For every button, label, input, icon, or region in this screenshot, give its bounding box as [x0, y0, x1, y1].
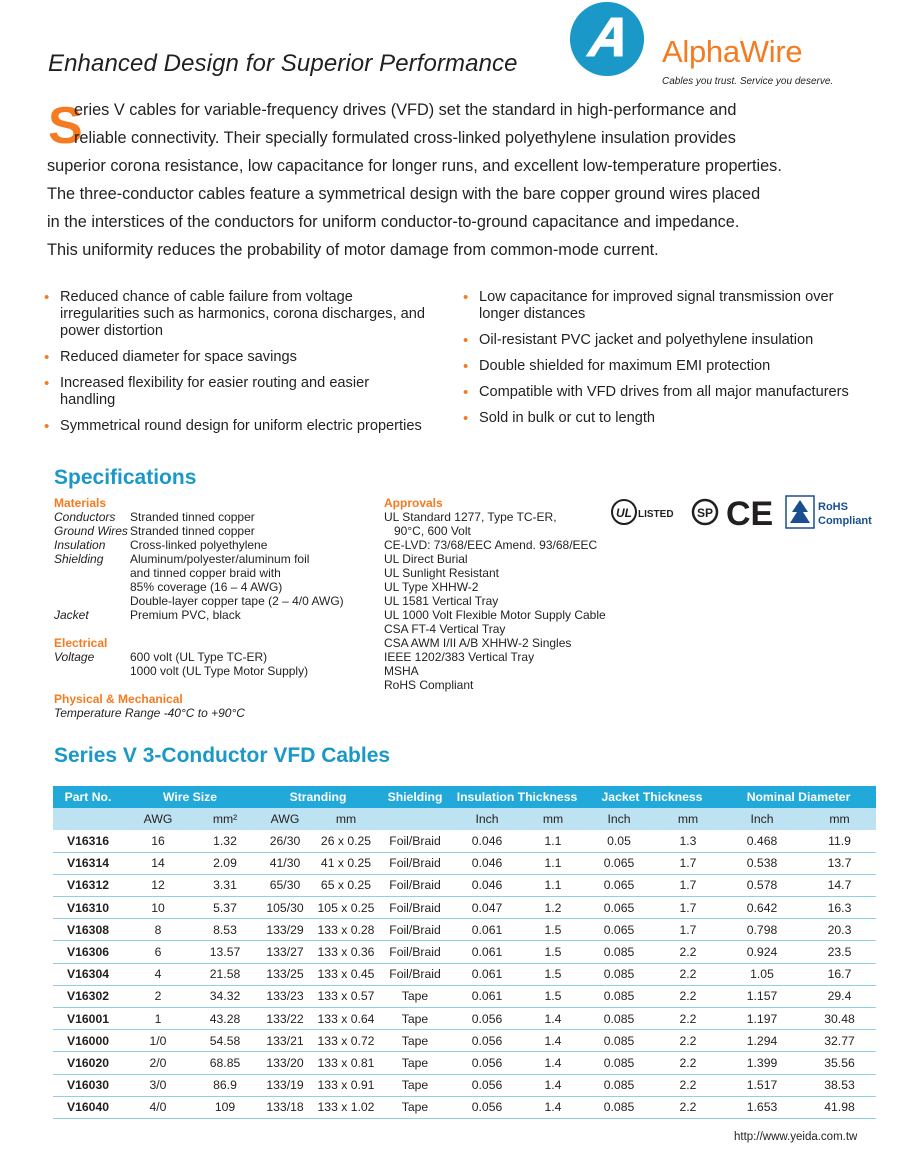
part-number-cell: V16316	[53, 830, 123, 852]
table-cell: Foil/Braid	[379, 963, 451, 985]
table-cell: 0.468	[721, 830, 803, 852]
spec-materials	[54, 496, 374, 720]
table-cell: 6	[123, 941, 193, 963]
table-cell: 0.085	[583, 963, 655, 985]
table-cell: 13.57	[193, 941, 257, 963]
approval-item: MSHA	[384, 664, 419, 678]
spec-key	[54, 594, 130, 608]
ce-mark: CE	[726, 495, 774, 533]
table-cell: 2.2	[655, 985, 721, 1007]
table-cell: 54.58	[193, 1030, 257, 1052]
table-cell: Tape	[379, 1030, 451, 1052]
column-subheader: mm	[803, 808, 876, 830]
table-cell: 2.2	[655, 1052, 721, 1074]
part-number-cell: V16304	[53, 963, 123, 985]
column-subheader: Inch	[721, 808, 803, 830]
intro-dropcap: S	[48, 97, 83, 155]
part-number-cell: V16308	[53, 919, 123, 941]
table-cell: Foil/Braid	[379, 852, 451, 874]
table-cell: 0.047	[451, 897, 523, 919]
table-row	[53, 1096, 876, 1118]
table-cell: 1.4	[523, 1096, 583, 1118]
table-row	[53, 919, 876, 941]
table-cell: 10	[123, 897, 193, 919]
alphawire-logo-icon	[568, 0, 646, 78]
rohs-icon	[786, 496, 872, 528]
table-cell: 0.642	[721, 897, 803, 919]
list-item: • Oil-resistant PVC jacket and polyethylene insulation	[465, 332, 865, 349]
table-cell: 0.085	[583, 1030, 655, 1052]
table-subheader-row	[53, 808, 876, 830]
table-cell: 1.7	[655, 919, 721, 941]
spec-row	[54, 510, 374, 524]
intro-line: superior corona resistance, low capacitance for longer runs, and excellent low-temperature properties.	[47, 157, 782, 175]
table-cell: 1.3	[655, 830, 721, 852]
table-cell: 0.056	[451, 1030, 523, 1052]
table-cell: 133/18	[257, 1096, 313, 1118]
table-cell: 1.653	[721, 1096, 803, 1118]
table-cell: 41/30	[257, 852, 313, 874]
table-cell: 0.065	[583, 919, 655, 941]
table-cell: 133 x 0.28	[313, 919, 379, 941]
table-cell: 0.056	[451, 1052, 523, 1074]
ce-icon	[726, 495, 773, 533]
table-cell: 1.4	[523, 1052, 583, 1074]
table-cell: 0.056	[451, 1008, 523, 1030]
table-cell: 2.2	[655, 941, 721, 963]
spec-value: and tinned copper braid with	[130, 566, 281, 580]
table-cell: 133 x 0.91	[313, 1074, 379, 1096]
table-cell: 133/19	[257, 1074, 313, 1096]
table-row	[53, 897, 876, 919]
table-cell: 133 x 0.81	[313, 1052, 379, 1074]
table-cell: 0.065	[583, 897, 655, 919]
table-cell: 0.061	[451, 963, 523, 985]
rohs-compliant-label: Compliant	[818, 515, 872, 527]
approval-item: UL Standard 1277, Type TC-ER,	[384, 510, 557, 524]
table-cell: Tape	[379, 1096, 451, 1118]
spec-row	[54, 664, 374, 678]
table-cell: 26/30	[257, 830, 313, 852]
approval-item: UL Type XHHW-2	[384, 580, 479, 594]
spec-row	[54, 608, 374, 622]
spec-value: 600 volt (UL Type TC-ER)	[130, 650, 268, 664]
approval-item: RoHS Compliant	[384, 678, 474, 692]
table-cell: 1/0	[123, 1030, 193, 1052]
table-cell: 0.924	[721, 941, 803, 963]
spec-value: Cross-linked polyethylene	[130, 538, 268, 552]
table-cell: 133/25	[257, 963, 313, 985]
column-subheader: AWG	[123, 808, 193, 830]
table-cell: 14.7	[803, 874, 876, 896]
column-subheader: mm	[313, 808, 379, 830]
table-cell: 133 x 0.36	[313, 941, 379, 963]
spec-key: Insulation	[54, 538, 106, 552]
table-cell: 0.578	[721, 874, 803, 896]
part-number-cell: V16001	[53, 1008, 123, 1030]
spec-key	[54, 566, 130, 580]
column-header: Part No.	[53, 786, 123, 808]
logo-tagline: Cables you trust. Service you deserve.	[662, 76, 834, 87]
column-subheader: Inch	[583, 808, 655, 830]
table-cell: 41.98	[803, 1096, 876, 1118]
column-header: Wire Size	[123, 786, 257, 808]
table-cell: 0.046	[451, 852, 523, 874]
table-cell: 133 x 0.45	[313, 963, 379, 985]
table-row	[53, 830, 876, 852]
spec-value: 85% coverage (16 – 4 AWG)	[130, 580, 283, 594]
logo-wordmark: AlphaWire	[662, 34, 803, 69]
table-cell: 68.85	[193, 1052, 257, 1074]
part-number-cell: V16312	[53, 874, 123, 896]
table-cell: 1.7	[655, 897, 721, 919]
table-cell: 0.065	[583, 874, 655, 896]
approvals-header: Approvals	[384, 496, 443, 510]
part-number-cell: V16306	[53, 941, 123, 963]
table-cell: 1.1	[523, 874, 583, 896]
table-title: Series V 3-Conductor VFD Cables	[54, 744, 391, 767]
spec-row	[54, 538, 374, 552]
list-item: • Low capacitance for improved signal transmission over longer distances	[465, 289, 865, 323]
spec-row	[54, 552, 374, 566]
table-cell: 0.085	[583, 1052, 655, 1074]
spec-key: Voltage	[54, 650, 95, 664]
table-body	[53, 830, 876, 1118]
part-number-cell: V16000	[53, 1030, 123, 1052]
column-subheader: Inch	[451, 808, 523, 830]
intro-line: eries V cables for variable-frequency drives (VFD) set the standard in high-performance and	[74, 101, 737, 119]
table-cell: 133/29	[257, 919, 313, 941]
intro-line: reliable connectivity. Their specially formulated cross-linked polyethylene insulation provides	[74, 129, 736, 147]
table-cell: 1.517	[721, 1074, 803, 1096]
part-number-cell: V16020	[53, 1052, 123, 1074]
table-cell: 20.3	[803, 919, 876, 941]
list-item: • Reduced chance of cable failure from voltage irregularities such as harmonics, corona discharges, and power distortion	[46, 289, 426, 340]
table-cell: 1.5	[523, 985, 583, 1007]
part-number-cell: V16310	[53, 897, 123, 919]
table-cell: 34.32	[193, 985, 257, 1007]
spec-value: Premium PVC, black	[130, 608, 241, 622]
table-cell: 0.061	[451, 919, 523, 941]
list-item: • Sold in bulk or cut to length	[465, 410, 865, 427]
table-cell: 29.4	[803, 985, 876, 1007]
spec-row	[54, 580, 374, 594]
spec-row	[54, 650, 374, 664]
table-cell: 32.77	[803, 1030, 876, 1052]
table-cell: Foil/Braid	[379, 919, 451, 941]
table-row	[53, 1052, 876, 1074]
approval-item: UL 1000 Volt Flexible Motor Supply Cable	[384, 608, 606, 622]
table-cell: 1.1	[523, 852, 583, 874]
column-subheader: mm²	[193, 808, 257, 830]
specifications-heading: Specifications	[54, 466, 197, 489]
table-cell: 1.32	[193, 830, 257, 852]
table-cell: 2.2	[655, 1096, 721, 1118]
spec-key	[54, 580, 130, 594]
column-header: Shielding	[379, 786, 451, 808]
table-cell: 1.5	[523, 963, 583, 985]
table-row	[53, 1074, 876, 1096]
table-cell: Foil/Braid	[379, 874, 451, 896]
table-cell: 4/0	[123, 1096, 193, 1118]
table-cell: 0.056	[451, 1074, 523, 1096]
table-cell: 30.48	[803, 1008, 876, 1030]
table-cell: 0.061	[451, 941, 523, 963]
table-cell: 133/22	[257, 1008, 313, 1030]
certification-logos	[610, 490, 880, 535]
list-item: • Compatible with VFD drives from all major manufacturers	[465, 384, 865, 401]
table-row	[53, 874, 876, 896]
table-cell: 1.399	[721, 1052, 803, 1074]
feature-list-left	[46, 289, 426, 444]
table-cell: 0.085	[583, 1096, 655, 1118]
table-cell: 8	[123, 919, 193, 941]
table-cell: 0.798	[721, 919, 803, 941]
ul-listed-icon	[612, 500, 674, 524]
table-cell: 3/0	[123, 1074, 193, 1096]
table-cell: Foil/Braid	[379, 897, 451, 919]
table-cell: 14	[123, 852, 193, 874]
table-cell: 0.085	[583, 985, 655, 1007]
spec-value: Stranded tinned copper	[130, 510, 255, 524]
table-cell: 133/20	[257, 1052, 313, 1074]
approval-item: UL Sunlight Resistant	[384, 566, 499, 580]
table-cell: 133 x 1.02	[313, 1096, 379, 1118]
table-cell: 1.7	[655, 874, 721, 896]
table-cell: 133 x 0.72	[313, 1030, 379, 1052]
intro-line: in the interstices of the conductors for uniform conductor-to-ground capacitance and impedance.	[47, 213, 740, 231]
table-row	[53, 941, 876, 963]
table-cell: 3.31	[193, 874, 257, 896]
table-cell: 0.085	[583, 941, 655, 963]
table-row	[53, 1008, 876, 1030]
column-header: Insulation Thickness	[451, 786, 583, 808]
approval-item: UL Direct Burial	[384, 552, 468, 566]
table-cell: 13.7	[803, 852, 876, 874]
list-item: • Reduced diameter for space savings	[46, 349, 426, 366]
temperature-range: Temperature Range -40°C to +90°C	[54, 706, 245, 720]
table-cell: 0.065	[583, 852, 655, 874]
table-cell: 2.2	[655, 963, 721, 985]
table-cell: 2.2	[655, 1008, 721, 1030]
table-cell: 1.157	[721, 985, 803, 1007]
column-subheader: AWG	[257, 808, 313, 830]
table-cell: 1.4	[523, 1030, 583, 1052]
table-cell: 105/30	[257, 897, 313, 919]
table-cell: Foil/Braid	[379, 830, 451, 852]
table-cell: 11.9	[803, 830, 876, 852]
table-cell: 1.5	[523, 919, 583, 941]
table-cell: 86.9	[193, 1074, 257, 1096]
table-cell: Tape	[379, 1008, 451, 1030]
spec-row	[54, 524, 374, 538]
intro-line: The three-conductor cables feature a symmetrical design with the bare copper ground wires placed	[47, 185, 761, 203]
materials-header: Materials	[54, 496, 107, 510]
spec-key: Ground Wires	[54, 524, 128, 538]
table-cell: 1.4	[523, 1074, 583, 1096]
table-cell: 2/0	[123, 1052, 193, 1074]
physical-header: Physical & Mechanical	[54, 692, 183, 706]
table-cell: 12	[123, 874, 193, 896]
approval-item: CSA FT-4 Vertical Tray	[384, 622, 506, 636]
list-item: • Double shielded for maximum EMI protection	[465, 358, 865, 375]
table-row	[53, 963, 876, 985]
spec-row	[54, 594, 374, 608]
spec-key: Conductors	[54, 510, 116, 524]
table-cell: 0.061	[451, 985, 523, 1007]
table-cell: 1.05	[721, 963, 803, 985]
table-cell: 38.53	[803, 1074, 876, 1096]
table-cell: 133/27	[257, 941, 313, 963]
csa-icon	[693, 500, 717, 524]
approval-item: 90°C, 600 Volt	[384, 524, 471, 538]
table-cell: 35.56	[803, 1052, 876, 1074]
footer-url: http://www.yeida.com.tw	[734, 1131, 858, 1143]
column-subheader: mm	[655, 808, 721, 830]
table-cell: 65 x 0.25	[313, 874, 379, 896]
table-cell: 2.09	[193, 852, 257, 874]
part-number-cell: V16030	[53, 1074, 123, 1096]
headline: Enhanced Design for Superior Performance	[48, 50, 518, 77]
approval-item: CSA AWM I/II A/B XHHW-2 Singles	[384, 636, 572, 650]
table-row	[53, 985, 876, 1007]
electrical-header: Electrical	[54, 636, 108, 650]
table-cell: 2.2	[655, 1030, 721, 1052]
column-header: Nominal Diameter	[721, 786, 876, 808]
table-cell: 43.28	[193, 1008, 257, 1030]
spec-value: 1000 volt (UL Type Motor Supply)	[130, 664, 309, 678]
table-cell: Foil/Braid	[379, 941, 451, 963]
table-cell: 23.5	[803, 941, 876, 963]
table-cell: 16.7	[803, 963, 876, 985]
table-cell: 1.197	[721, 1008, 803, 1030]
approval-item: UL 1581 Vertical Tray	[384, 594, 499, 608]
column-subheader: mm	[523, 808, 583, 830]
table-cell: 1.7	[655, 852, 721, 874]
part-number-cell: V16040	[53, 1096, 123, 1118]
approval-item: CE-LVD: 73/68/EEC Amend. 93/68/EEC	[384, 538, 598, 552]
table-cell: 0.085	[583, 1008, 655, 1030]
rohs-label: RoHS	[818, 501, 848, 513]
table-cell: 0.05	[583, 830, 655, 852]
table-cell: 1.4	[523, 1008, 583, 1030]
table-cell: 1	[123, 1008, 193, 1030]
intro-line: This uniformity reduces the probability of motor damage from common-mode current.	[47, 241, 659, 259]
spec-key: Shielding	[54, 552, 104, 566]
part-number-cell: V16302	[53, 985, 123, 1007]
table-cell: 41 x 0.25	[313, 852, 379, 874]
alphawire-logo	[566, 0, 866, 100]
table-cell: 2.2	[655, 1074, 721, 1096]
table-cell: 2	[123, 985, 193, 1007]
table-row	[53, 852, 876, 874]
table-cell: Tape	[379, 1074, 451, 1096]
table-cell: 133/21	[257, 1030, 313, 1052]
table-cell: 0.056	[451, 1096, 523, 1118]
table-cell: 16.3	[803, 897, 876, 919]
table-cell: 0.046	[451, 874, 523, 896]
table-cell: 8.53	[193, 919, 257, 941]
column-header: Jacket Thickness	[583, 786, 721, 808]
table-cell: 26 x 0.25	[313, 830, 379, 852]
table-cell: 105 x 0.25	[313, 897, 379, 919]
table-cell: Tape	[379, 1052, 451, 1074]
table-cell: 1.1	[523, 830, 583, 852]
table-cell: 0.046	[451, 830, 523, 852]
table-cell: 133/23	[257, 985, 313, 1007]
csa-mark: SP	[696, 506, 714, 520]
table-cell: 21.58	[193, 963, 257, 985]
table-cell: 16	[123, 830, 193, 852]
table-cell: 0.085	[583, 1074, 655, 1096]
intro-paragraph	[47, 96, 867, 264]
table-cell: Tape	[379, 985, 451, 1007]
feature-list-right	[465, 289, 865, 436]
spec-value: Double-layer copper tape (2 – 4/0 AWG)	[130, 594, 344, 608]
table-cell: 133 x 0.64	[313, 1008, 379, 1030]
part-number-cell: V16314	[53, 852, 123, 874]
column-subheader	[53, 808, 123, 830]
table-cell: 0.538	[721, 852, 803, 874]
spec-value: Stranded tinned copper	[130, 524, 255, 538]
list-item: • Increased flexibility for easier routing and easier handling	[46, 375, 426, 409]
spec-key: Jacket	[54, 608, 89, 622]
cable-table	[53, 786, 876, 1119]
column-subheader	[379, 808, 451, 830]
table-cell: 109	[193, 1096, 257, 1118]
spec-approvals	[384, 496, 614, 692]
list-item: • Symmetrical round design for uniform electric properties	[46, 418, 426, 435]
table-header-row	[53, 786, 876, 808]
spec-row	[54, 566, 374, 580]
table-cell: 1.5	[523, 941, 583, 963]
table-cell: 65/30	[257, 874, 313, 896]
table-cell: 1.2	[523, 897, 583, 919]
table-cell: 4	[123, 963, 193, 985]
table-cell: 1.294	[721, 1030, 803, 1052]
column-header: Stranding	[257, 786, 379, 808]
ul-listed-label: LISTED	[638, 509, 674, 520]
approval-item: IEEE 1202/383 Vertical Tray	[384, 650, 535, 664]
ul-mark: UL	[616, 506, 632, 520]
table-row	[53, 1030, 876, 1052]
spec-key	[54, 664, 130, 678]
spec-value: Aluminum/polyester/aluminum foil	[130, 552, 310, 566]
table-cell: 5.37	[193, 897, 257, 919]
table-cell: 133 x 0.57	[313, 985, 379, 1007]
